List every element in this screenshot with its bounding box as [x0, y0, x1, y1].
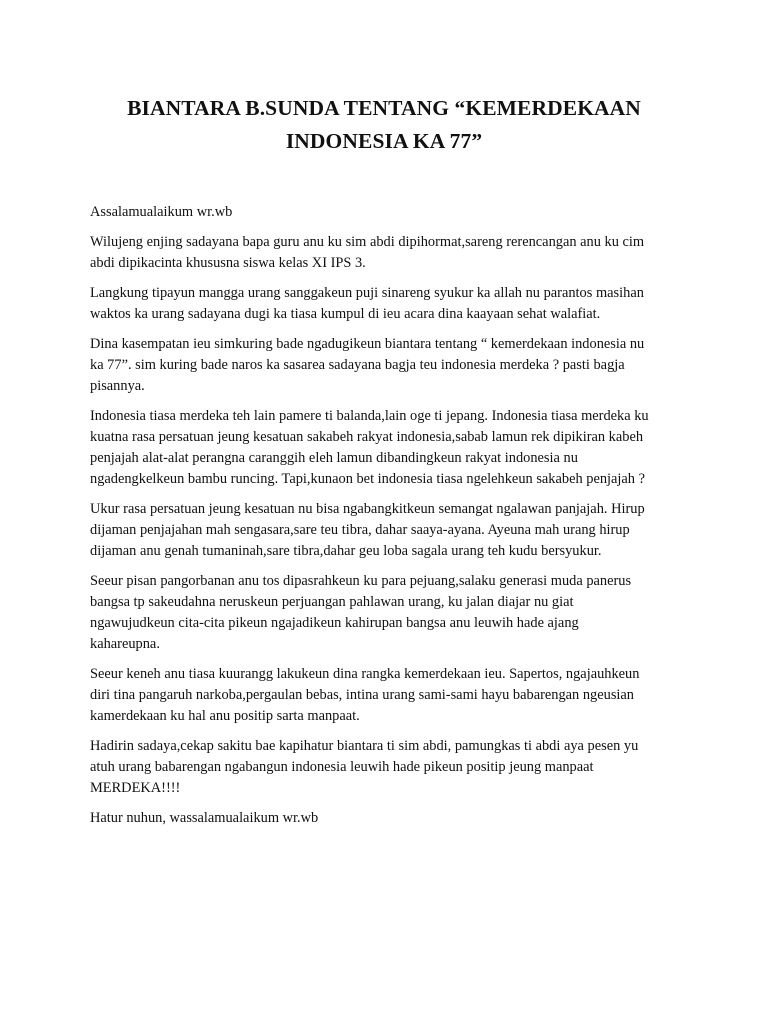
text-line: Hatur nuhun, wassalamualaikum wr.wb: [90, 810, 319, 826]
text-line: ngadengkelkeun bambu runcing. Tapi,kunaon bet indonesia tiasa ngelehkeun sakabeh penjajah ?: [90, 471, 645, 487]
text-line: MERDEKA!!!!: [90, 780, 181, 796]
text-line: kuatna rasa persatuan jeung kesatuan sakabeh rakyat indonesia,sabab lamun rek dipikiran kabeh: [90, 429, 644, 445]
text-line: Assalamualaikum wr.wb: [90, 204, 233, 220]
text-line: ka 77”. sim kuring bade naros ka sasarea sadayana bagja teu indonesia merdeka ? pasti bagja: [90, 357, 625, 373]
text-line: pisannya.: [90, 378, 145, 394]
paragraph-sacrifice: [90, 571, 680, 655]
paragraph-farewell: [90, 808, 680, 829]
text-line: waktos ka urang sadayana dugi ka tiasa kumpul di ieu acara dina kaayaan sehat walafiat.: [90, 306, 601, 322]
text-line: Hadirin sadaya,cekap sakitu bae kapihatur biantara ti sim abdi, pamungkas ti abdi aya pesen yu: [90, 738, 639, 754]
text-line: dijaman penjajahan mah sengasara,sare teu tibra, dahar saaya-ayana. Ayeuna mah urang hirup: [90, 522, 630, 538]
paragraph-spirit: [90, 499, 680, 562]
paragraph-gratitude: [90, 283, 680, 325]
paragraph-closing: [90, 736, 680, 799]
text-line: Ukur rasa persatuan jeung kesatuan nu bisa ngabangkitkeun semangat ngalawan panjajah. Hirup: [90, 501, 645, 517]
text-line: Indonesia tiasa merdeka teh lain pamere ti balanda,lain oge ti jepang. Indonesia tiasa merdeka ku: [90, 408, 649, 424]
paragraph-actions: [90, 664, 680, 727]
text-line: ngawujudkeun cita-cita pikeun ngajadikeun kahirupan bangsa anu leuwih hade ajang: [90, 615, 579, 631]
text-line: bangsa tp sakeudahna neruskeun perjuangan pahlawan urang, ku jalan diajar nu giat: [90, 594, 574, 610]
title-line-2: INDONESIA KA 77”: [285, 129, 483, 153]
title-line-1: BIANTARA B.SUNDA TENTANG “KEMERDEKAAN: [127, 96, 641, 120]
paragraph-salutation: [90, 232, 680, 274]
text-line: Wilujeng enjing sadayana bapa guru anu ku sim abdi dipihormat,sareng rerencangan anu ku cim: [90, 234, 645, 250]
text-line: Seeur pisan pangorbanan anu tos dipasrahkeun ku para pejuang,salaku generasi muda panerus: [90, 573, 632, 589]
document-title: [60, 92, 708, 158]
text-line: Dina kasempatan ieu simkuring bade ngadugikeun biantara tentang “ kemerdekaan indonesia nu: [90, 336, 645, 352]
paragraph-topic: [90, 334, 680, 397]
text-line: penjajah alat-alat perangna caranggih eleh lamun dibandingkeun rakyat indonesia nu: [90, 450, 578, 466]
text-line: Langkung tipayun mangga urang sanggakeun puji sinareng syukur ka allah nu parantos masihan: [90, 285, 644, 301]
document-body: [90, 202, 680, 838]
text-line: Seeur keneh anu tiasa kuurangg lakukeun dina rangka kemerdekaan ieu. Sapertos, ngajauhkeun: [90, 666, 640, 682]
text-line: kamerdekaan ku hal anu positip sarta manpaat.: [90, 708, 360, 724]
text-line: dijaman anu genah tumaninah,sare tibra,dahar geu loba sagala urang teh kudu bersyukur.: [90, 543, 602, 559]
paragraph-unity: [90, 406, 680, 490]
text-line: atuh urang babarengan ngabangun indonesia leuwih hade pikeun positip jeung manpaat: [90, 759, 594, 775]
paragraph-greeting: [90, 202, 680, 223]
text-line: abdi dipikacinta khususna siswa kelas XI IPS 3.: [90, 255, 366, 271]
text-line: kahareupna.: [90, 636, 160, 652]
text-line: diri tina pangaruh narkoba,pergaulan bebas, intina urang sami-sami hayu babarengan ngeusian: [90, 687, 634, 703]
